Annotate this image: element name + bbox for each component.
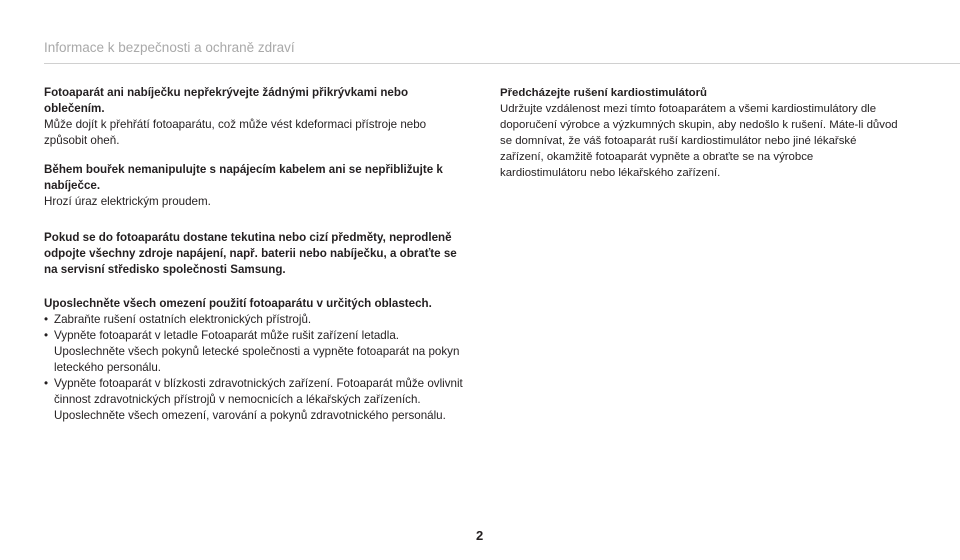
- safety-heading-cover: Fotoaparát ani nabíječku nepřekrývejte žádnými přikrývkami nebo oblečením.: [44, 86, 409, 115]
- header-divider: [44, 63, 960, 64]
- safety-block-restrictions: [44, 296, 464, 424]
- safety-body-cover: Může dojít k přehřátí fotoaparátu, což může vést kdeformaci přístroje nebo způsobit oheň.: [44, 118, 427, 147]
- safety-heading-pacemaker: Předcházejte rušení kardiostimulátorů: [500, 87, 707, 99]
- list-item: • Zabraňte rušení ostatních elektronických přístrojů.: [44, 312, 464, 328]
- safety-heading-storm: Během bouřek nemanipulujte s napájecím kabelem ani se nepřibližujte k nabíječce.: [44, 163, 443, 192]
- safety-block-cover: [44, 85, 464, 149]
- safety-body-storm: Hrozí úraz elektrickým proudem.: [44, 195, 211, 208]
- page-header-title: Informace k bezpečnosti a ochraně zdraví: [44, 40, 295, 55]
- safety-body-pacemaker: Udržujte vzdálenost mezi tímto fotoaparátem a všemi kardiostimulátory dle doporučení výrobce a výzkumných skupin, aby nedošlo k rušení. Máte-li důvod se domnívat, že váš fotoaparát ruší kardiostimulátor nebo jiné lékařské zařízení, okamžitě fotoaparát vypněte a obraťte se na výrobce kardiostimulátoru nebo lékařského zařízení.: [500, 103, 898, 179]
- safety-block-storm: [44, 162, 464, 210]
- list-item: • Vypněte fotoaparát v letadle Fotoaparát může rušit zařízení letadla. Uposlechněte všech pokynů letecké společnosti a vypněte fotoaparát na pokyn leteckého personálu.: [44, 328, 464, 376]
- left-column: [44, 85, 464, 424]
- restrictions-list: [44, 312, 464, 424]
- list-item: • Vypněte fotoaparát v blízkosti zdravotnických zařízení. Fotoaparát může ovlivnit činnost zdravotnických přístrojů v nemocnicích a lékařských zařízeních. Uposlechněte všech omezení, varování a pokynů zdravotnického personálu.: [44, 376, 464, 424]
- page-number: 2: [476, 528, 484, 543]
- safety-heading-liquid: Pokud se do fotoaparátu dostane tekutina nebo cizí předměty, neprodleně odpojte všechny zdroje napájení, např. baterii nebo nabíječku, a obraťte se na servisní středisko společnosti Samsung.: [44, 231, 457, 276]
- safety-heading-restrictions: Uposlechněte všech omezení použití fotoaparátu v určitých oblastech.: [44, 297, 432, 310]
- safety-block-pacemaker: [500, 85, 900, 181]
- right-column: [500, 85, 900, 181]
- safety-block-liquid: [44, 230, 464, 278]
